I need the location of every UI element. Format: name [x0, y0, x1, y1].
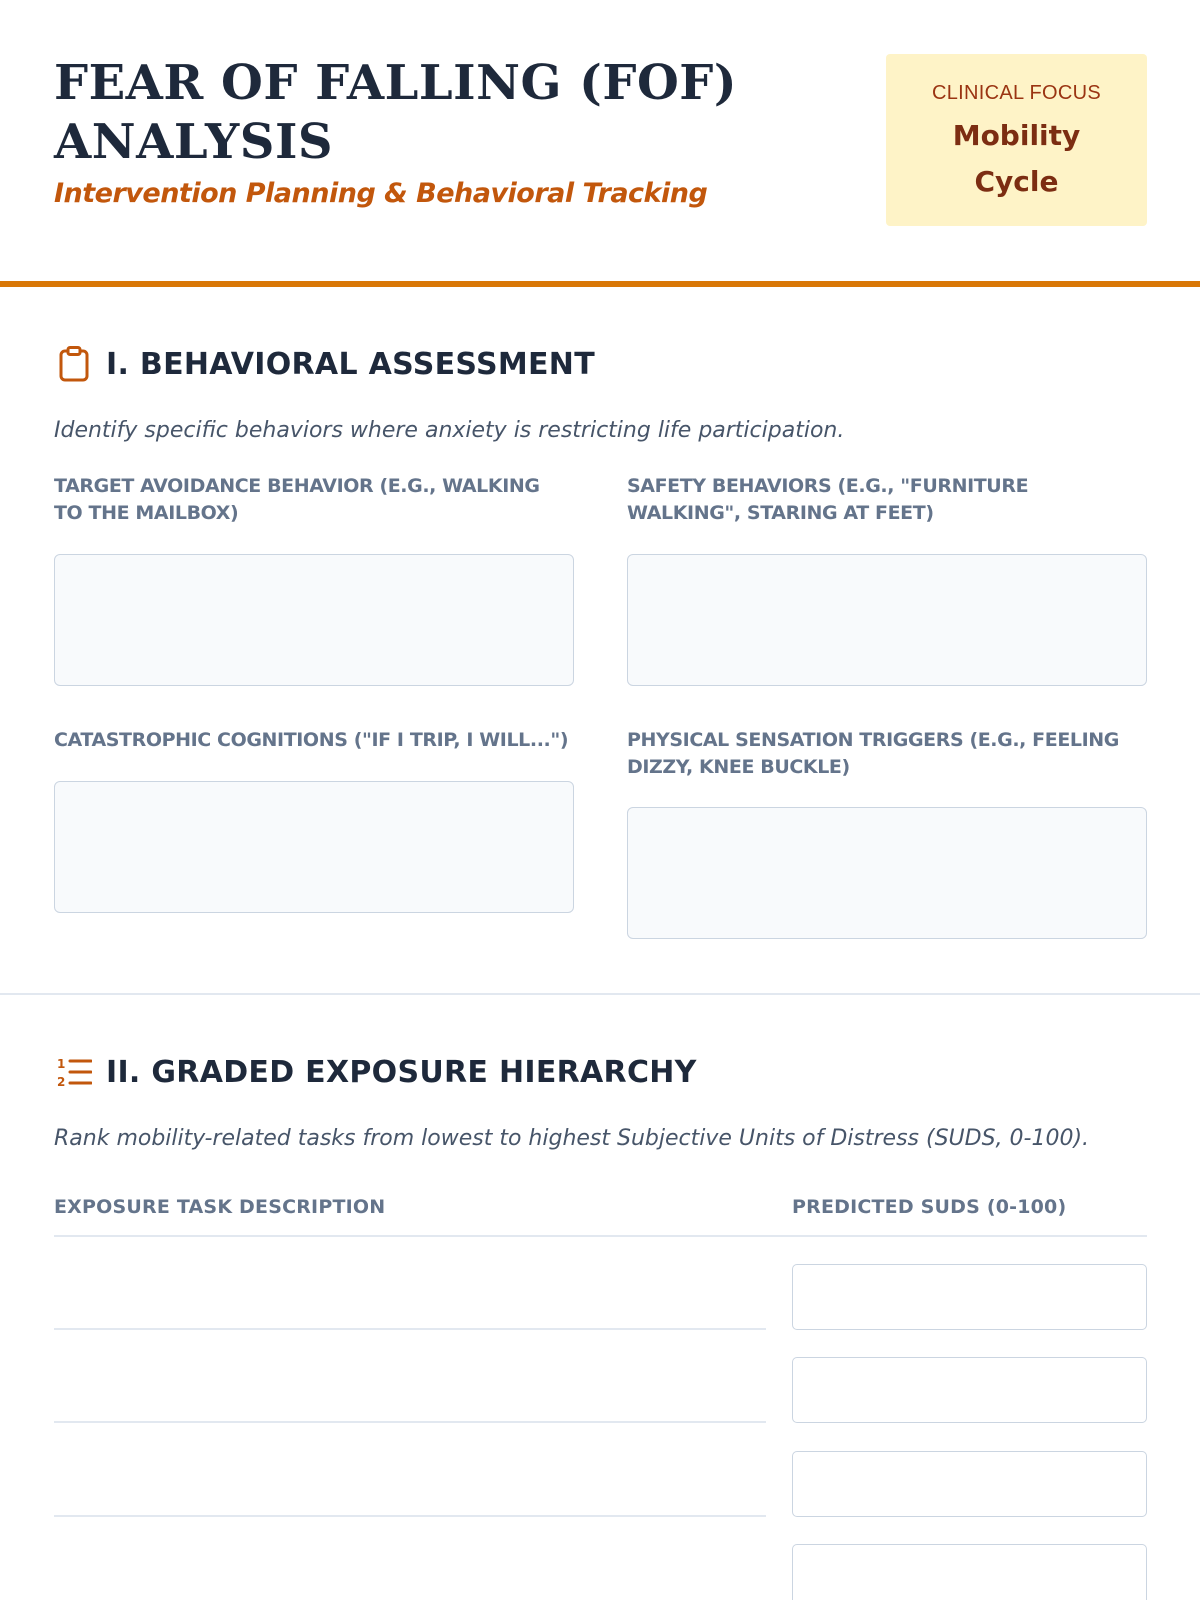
column-header-suds: PREDICTED SUDS (0-100) [792, 1196, 1067, 1218]
page-title: FEAR OF FALLING (FOF) ANALYSIS [54, 55, 738, 170]
page-subtitle: Intervention Planning & Behavioral Tracking [54, 178, 708, 209]
column-header-task: EXPOSURE TASK DESCRIPTION [54, 1196, 386, 1218]
clinical-focus-label: CLINICAL FOCUS [931, 82, 1102, 104]
field-label-cognitions: CATASTROPHIC COGNITIONS ("IF I TRIP, I WILL...") [54, 729, 569, 751]
clipboard-icon [56, 346, 92, 382]
table-header-rule [54, 1235, 1147, 1237]
exposure-task-input[interactable] [54, 1421, 766, 1423]
section-intro: Identify specific behaviors where anxiety is restricting life participation. [54, 418, 845, 443]
section-intro: Rank mobility-related tasks from lowest to highest Subjective Units of Distress (SUDS, 0-100). [54, 1126, 1090, 1151]
section-divider [0, 993, 1200, 995]
field-label-safety: SAFETY BEHAVIORS (E.G., "FURNITURE WALKING", STARING AT FEET) [627, 475, 1029, 524]
section-behavioral-assessment-heading [56, 346, 595, 382]
section-title: II. GRADED EXPOSURE HIERARCHY [106, 1054, 697, 1090]
suds-input[interactable] [792, 1544, 1147, 1600]
numbered-list-icon [56, 1054, 92, 1090]
section-exposure-hierarchy-heading [56, 1054, 697, 1090]
field-label-triggers: PHYSICAL SENSATION TRIGGERS (E.G., FEELING DIZZY, KNEE BUCKLE) [627, 729, 1119, 778]
svg-text:2: 2 [57, 1075, 66, 1089]
clinical-focus-value: Mobility Cycle [952, 119, 1081, 198]
suds-input[interactable] [792, 1357, 1147, 1423]
physical-triggers-field[interactable] [627, 807, 1147, 939]
page-header [0, 0, 1200, 287]
exposure-task-input[interactable] [54, 1515, 766, 1517]
avoidance-behavior-field[interactable] [54, 554, 574, 686]
exposure-task-input[interactable] [54, 1328, 766, 1330]
section-title: I. BEHAVIORAL ASSESSMENT [106, 346, 595, 382]
field-label-avoidance: TARGET AVOIDANCE BEHAVIOR (E.G., WALKING TO THE MAILBOX) [54, 475, 540, 524]
clinical-focus-badge [886, 54, 1147, 226]
catastrophic-cognitions-field[interactable] [54, 781, 574, 913]
safety-behaviors-field[interactable] [627, 554, 1147, 686]
svg-text:1: 1 [57, 1057, 66, 1071]
suds-input[interactable] [792, 1264, 1147, 1330]
suds-input[interactable] [792, 1451, 1147, 1517]
